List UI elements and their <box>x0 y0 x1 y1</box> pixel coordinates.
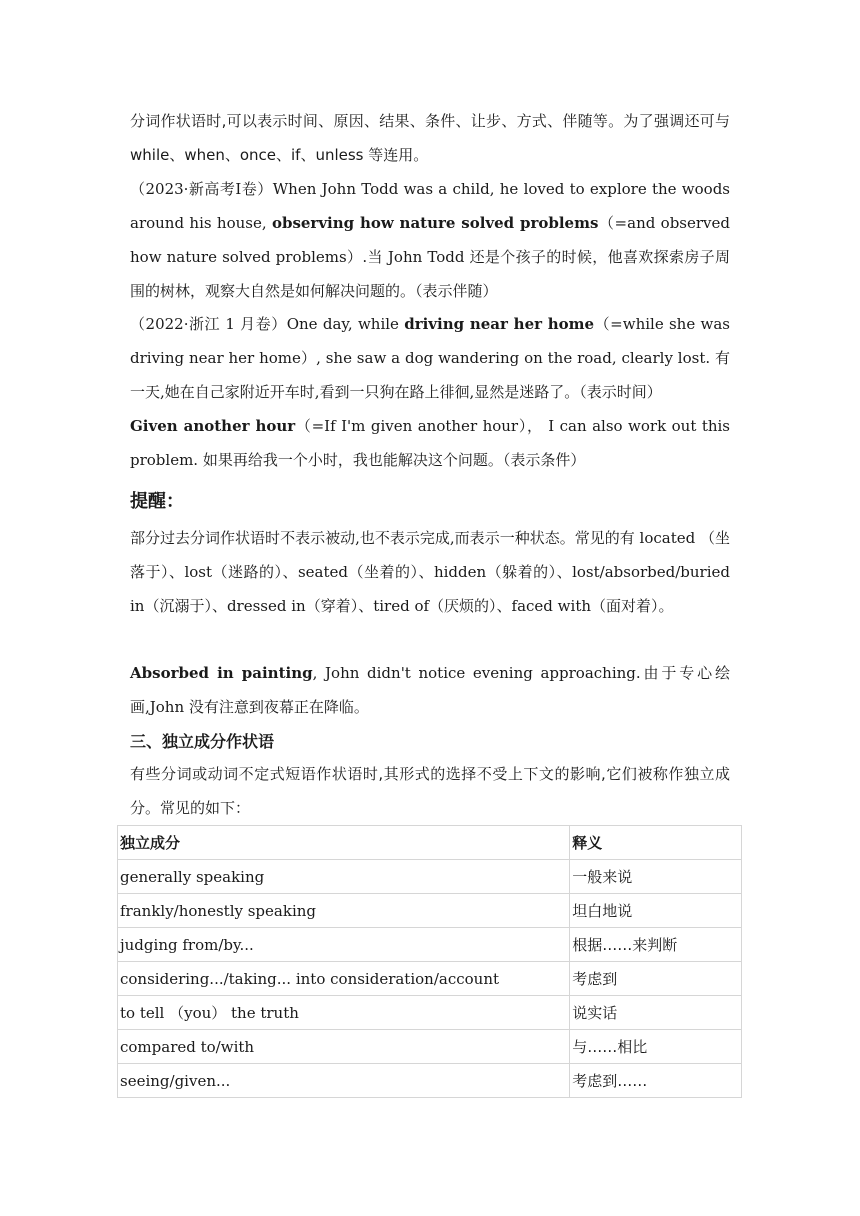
example-2-suffix: （=while she was driving near her home）, she saw a dog wandering on the road, clearly lost. 有一天,她在自己家附近开车时,看到一只狗在路上徘徊,显然是迷路了。（表示时间） <box>130 315 730 401</box>
table-row <box>118 894 742 928</box>
meaning-cell: 考虑到…… <box>570 1064 742 1098</box>
header-meaning: 释义 <box>570 826 742 860</box>
example-4-suffix: , John didn't notice evening approaching.由于专心绘画,John 没有注意到夜幕正在降临。 <box>130 664 730 716</box>
table-row <box>118 1064 742 1098</box>
meaning-cell: 说实话 <box>570 996 742 1030</box>
table-header-row <box>118 826 742 860</box>
example-4-paragraph <box>130 656 730 724</box>
intro-text: 分词作状语时,可以表示时间、原因、结果、条件、让步、方式、伴随等。为了强调还可与 while、when、once、if、unless 等连用。 <box>130 112 730 164</box>
intro-paragraph <box>130 104 730 172</box>
independent-components-table <box>117 825 742 1098</box>
meaning-cell: 一般来说 <box>570 860 742 894</box>
component-cell: compared to/with <box>118 1030 570 1064</box>
example-4-bold-phrase: Absorbed in painting <box>130 664 313 682</box>
example-3-bold-phrase: Given another hour <box>130 417 296 435</box>
section-3-paragraph <box>130 757 730 825</box>
example-2-bold-phrase: driving near her home <box>404 315 595 333</box>
table-row <box>118 996 742 1030</box>
component-cell: considering.../taking... into consideration/account <box>118 962 570 996</box>
table-row <box>118 860 742 894</box>
meaning-cell: 坦白地说 <box>570 894 742 928</box>
reminder-heading: 提醒： <box>130 491 184 512</box>
component-cell: frankly/honestly speaking <box>118 894 570 928</box>
component-cell: to tell （you） the truth <box>118 996 570 1030</box>
example-2-paragraph <box>130 307 730 409</box>
section-3-text: 有些分词或动词不定式短语作状语时,其形式的选择不受上下文的影响,它们被称作独立成分。常见的如下： <box>130 765 730 817</box>
example-3-suffix: （=If I'm given another hour）， I can also work out this problem. 如果再给我一个小时，我也能解决这个问题。（表示条件） <box>130 417 731 469</box>
reminder-text: 部分过去分词作状语时不表示被动,也不表示完成,而表示一种状态。常见的有 located （坐落于）、lost（迷路的）、seated（坐着的）、hidden（躲着的）、lost/absorbed/buried in（沉溺于）、dressed in（穿着）、tired of（厌烦的）、faced with（面对着）。 <box>130 529 730 615</box>
table-row <box>118 962 742 996</box>
component-cell: judging from/by... <box>118 928 570 962</box>
example-1-suffix: （=and observed how nature solved problems）.当 John Todd 还是个孩子的时候，他喜欢探索房子周围的树林，观察大自然是如何解决问题的。（表示伴随） <box>130 214 730 300</box>
table-row <box>118 1030 742 1064</box>
reminder-paragraph <box>130 521 730 623</box>
header-component: 独立成分 <box>118 826 570 860</box>
meaning-cell: 与……相比 <box>570 1030 742 1064</box>
meaning-cell: 根据……来判断 <box>570 928 742 962</box>
example-3-paragraph <box>130 409 730 477</box>
component-cell: generally speaking <box>118 860 570 894</box>
section-3-heading: 三、独立成分作状语 <box>130 732 275 751</box>
example-2-prefix: （2022·浙江 1 月卷）One day, while <box>130 315 405 333</box>
table-row <box>118 928 742 962</box>
component-cell: seeing/given... <box>118 1064 570 1098</box>
example-1-paragraph <box>130 172 730 308</box>
example-1-bold-phrase: observing how nature solved problems <box>271 214 599 232</box>
meaning-cell: 考虑到 <box>570 962 742 996</box>
example-1-prefix: （2023·新高考Ⅰ卷）When John Todd was a child, he loved to explore the woods around his house, <box>130 180 730 232</box>
